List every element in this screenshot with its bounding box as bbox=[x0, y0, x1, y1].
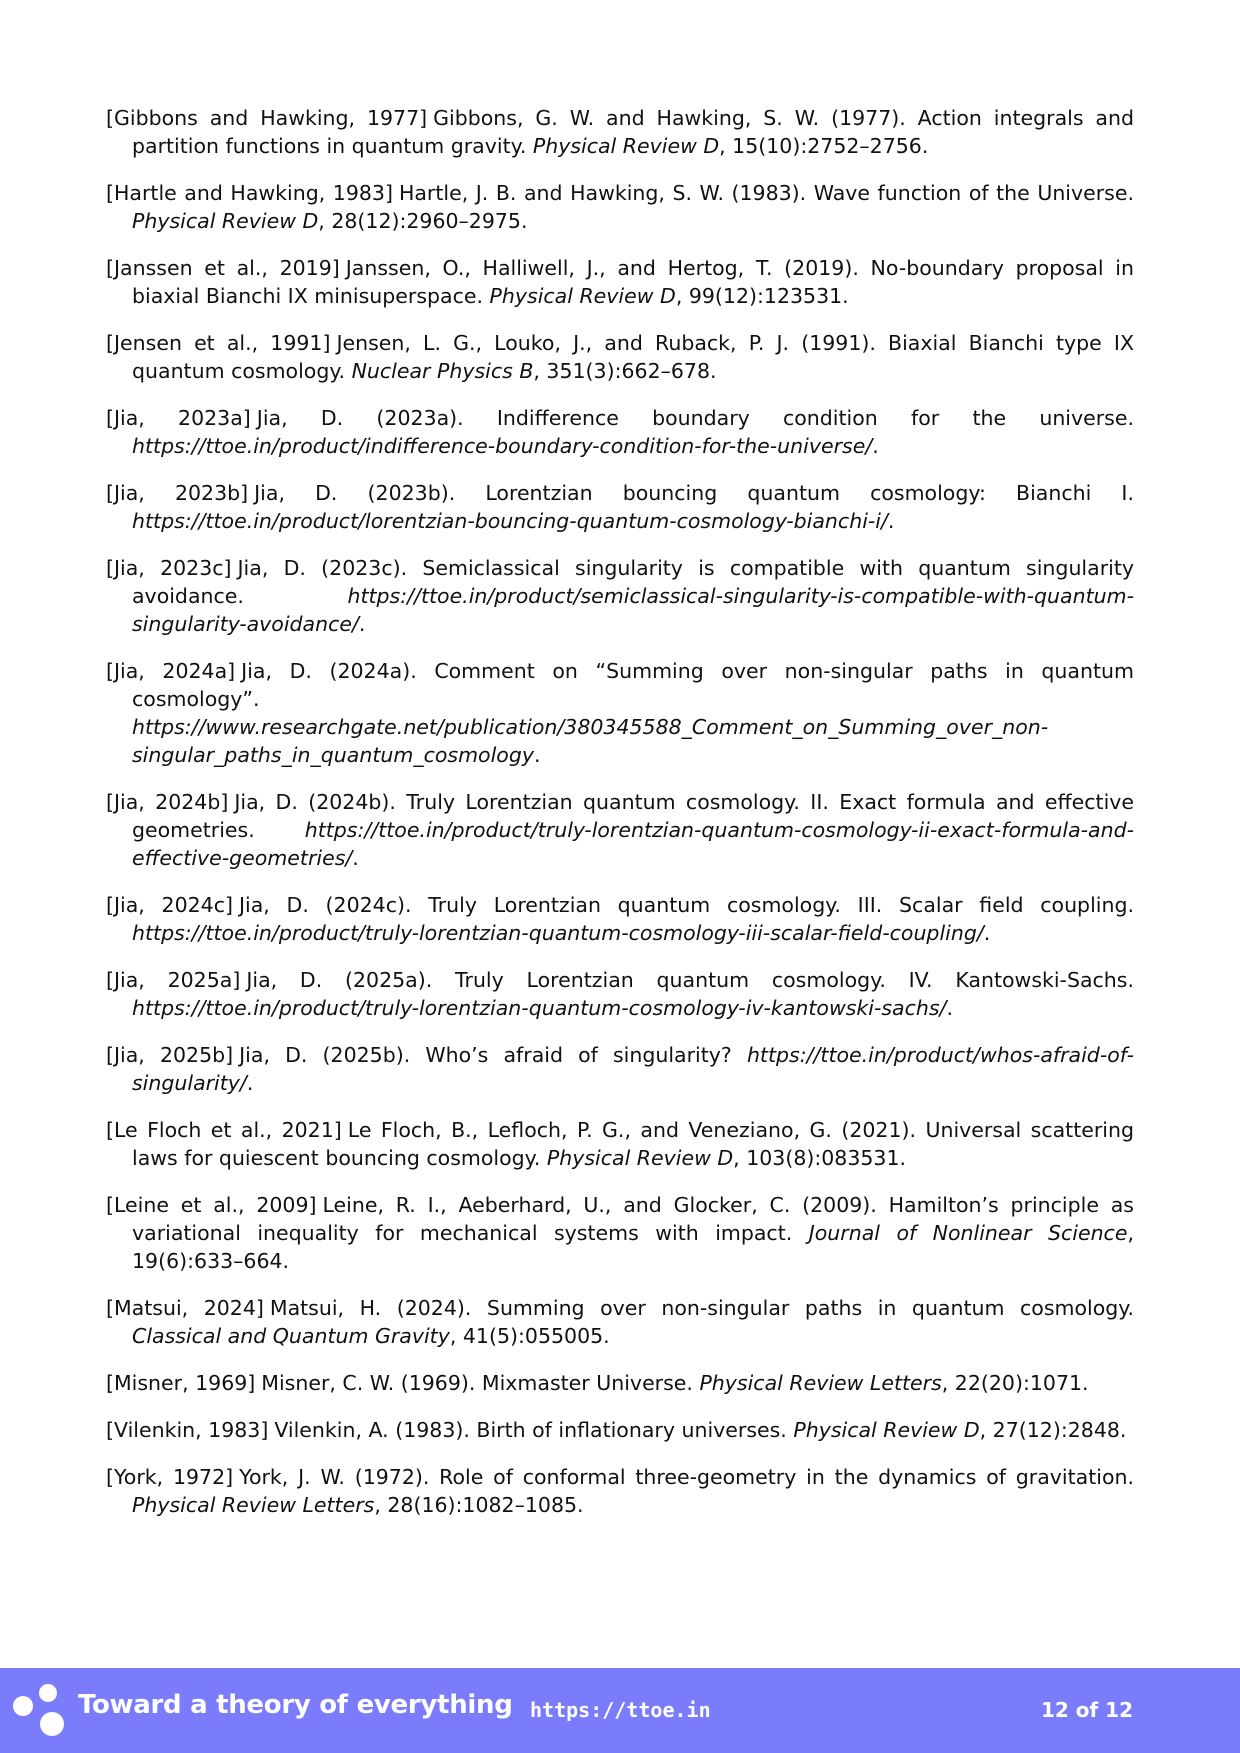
reference-item bbox=[106, 1191, 1134, 1275]
reference-item bbox=[106, 1116, 1134, 1172]
reference-details: , 103(8):083531. bbox=[733, 1146, 907, 1170]
reference-details: . bbox=[352, 846, 359, 870]
reference-details: . bbox=[533, 743, 541, 767]
reference-text: Matsui, H. (2024). Summing over non-singular paths in quantum cosmology. bbox=[269, 1296, 1135, 1320]
reference-text: Jensen, L. G., Louko, J., and Ruback, P. J. (1991). Biaxial Bianchi type IX quantum cosmology. bbox=[132, 331, 1134, 383]
reference-details: , 41(5):055005. bbox=[449, 1324, 610, 1348]
reference-details: , 99(12):123531. bbox=[675, 284, 849, 308]
reference-key: [Jia, 2023b] bbox=[106, 481, 249, 505]
reference-key: [Vilenkin, 1983] bbox=[106, 1418, 269, 1442]
reference-item bbox=[106, 891, 1134, 947]
reference-text: Jia, D. (2024b). Truly Lorentzian quantum cosmology. II. Exact formula and effective geometries. bbox=[132, 790, 1135, 842]
reference-details: , 15(10):2752–2756. bbox=[719, 134, 929, 158]
reference-venue: Physical Review Letters bbox=[132, 1493, 375, 1517]
reference-key: [Jia, 2024b] bbox=[106, 790, 229, 814]
reference-link[interactable]: https://ttoe.in/product/semiclassical-singularity-is-compatible-with-quantum-singularity-avoidance/ bbox=[132, 584, 1134, 636]
reference-venue: Physical Review D bbox=[546, 1146, 734, 1170]
reference-details: , 19(6):633–664. bbox=[132, 1221, 1134, 1273]
reference-key: [Matsui, 2024] bbox=[106, 1296, 264, 1320]
reference-link[interactable]: https://ttoe.in/product/indifference-boundary-condition-for-the-universe/ bbox=[132, 434, 873, 458]
reference-item bbox=[106, 788, 1134, 872]
reference-details: . bbox=[358, 612, 366, 636]
reference-text: Jia, D. (2025b). Who’s afraid of singularity? bbox=[239, 1043, 747, 1067]
reference-item bbox=[106, 1463, 1134, 1519]
reference-link[interactable]: https://ttoe.in/product/truly-lorentzian-quantum-cosmology-iv-kantowski-sachs/ bbox=[132, 996, 947, 1020]
reference-text: Vilenkin, A. (1983). Birth of inflationary universes. bbox=[274, 1418, 794, 1442]
reference-details: . bbox=[983, 921, 991, 945]
reference-key: [Gibbons and Hawking, 1977] bbox=[106, 106, 428, 130]
reference-text: Jia, D. (2023c). Semiclassical singularity is compatible with quantum singularity avoidance. bbox=[132, 556, 1134, 608]
reference-item bbox=[106, 479, 1134, 535]
reference-text: Gibbons, G. W. and Hawking, S. W. (1977). Action integrals and partition functions in quantum gravity. bbox=[132, 106, 1135, 158]
brand-title: Toward a theory of everything bbox=[78, 1690, 513, 1720]
reference-text: Jia, D. (2024c). Truly Lorentzian quantum cosmology. III. Scalar field coupling. bbox=[238, 893, 1134, 917]
reference-details: , 28(16):1082–1085. bbox=[374, 1493, 584, 1517]
reference-key: [Jia, 2023c] bbox=[106, 556, 232, 580]
reference-venue: Physical Review Letters bbox=[699, 1371, 942, 1395]
reference-venue: Physical Review D bbox=[132, 209, 319, 233]
reference-item bbox=[106, 1369, 1134, 1397]
reference-key: [Janssen et al., 2019] bbox=[106, 256, 340, 280]
reference-text: Hartle, J. B. and Hawking, S. W. (1983). Wave function of the Universe. bbox=[398, 181, 1134, 205]
reference-item bbox=[106, 657, 1134, 769]
reference-venue: Physical Review D bbox=[489, 284, 676, 308]
reference-item bbox=[106, 329, 1134, 385]
reference-key: [Jia, 2023a] bbox=[106, 406, 251, 430]
reference-item bbox=[106, 1416, 1134, 1444]
reference-text: Jia, D. (2024a). Comment on “Summing over non-singular paths in quantum cosmology”. bbox=[132, 659, 1134, 711]
reference-details: . bbox=[946, 996, 953, 1020]
reference-details: . bbox=[872, 434, 879, 458]
reference-key: [Jia, 2025a] bbox=[106, 968, 241, 992]
reference-key: [Le Floch et al., 2021] bbox=[106, 1118, 342, 1142]
reference-text: York, J. W. (1972). Role of conformal three-geometry in the dynamics of gravitation. bbox=[239, 1465, 1134, 1489]
reference-venue: Nuclear Physics B bbox=[351, 359, 534, 383]
reference-link[interactable]: https://ttoe.in/product/lorentzian-bouncing-quantum-cosmology-bianchi-i/ bbox=[132, 509, 888, 533]
reference-key: [York, 1972] bbox=[106, 1465, 234, 1489]
footer-bar bbox=[0, 1668, 1240, 1753]
reference-key: [Jia, 2025b] bbox=[106, 1043, 234, 1067]
reference-item bbox=[106, 1294, 1134, 1350]
reference-link[interactable]: https://www.researchgate.net/publication/380345588_Comment_on_Summing_over_non-singular_paths_in_quantum_cosmology bbox=[132, 715, 1049, 767]
reference-details: , 27(12):2848. bbox=[979, 1418, 1127, 1442]
reference-venue: Classical and Quantum Gravity bbox=[132, 1324, 450, 1348]
reference-text: Janssen, O., Halliwell, J., and Hertog, T. (2019). No-boundary proposal in biaxial Bianchi IX minisuperspace. bbox=[132, 256, 1134, 308]
reference-link[interactable]: https://ttoe.in/product/truly-lorentzian-quantum-cosmology-iii-scalar-field-coupling/ bbox=[132, 921, 984, 945]
reference-item bbox=[106, 966, 1134, 1022]
reference-key: [Jia, 2024c] bbox=[106, 893, 233, 917]
reference-text: Jia, D. (2023a). Indifference boundary condition for the universe. bbox=[256, 406, 1134, 430]
reference-details: , 351(3):662–678. bbox=[533, 359, 717, 383]
reference-key: [Misner, 1969] bbox=[106, 1371, 256, 1395]
reference-item bbox=[106, 404, 1134, 460]
reference-link[interactable]: https://ttoe.in/product/truly-lorentzian-quantum-cosmology-ii-exact-formula-and-effective-geometries/ bbox=[132, 818, 1134, 870]
reference-details: , 22(20):1071. bbox=[941, 1371, 1089, 1395]
reference-list bbox=[106, 104, 1134, 1538]
reference-key: [Jensen et al., 1991] bbox=[106, 331, 331, 355]
reference-venue: Physical Review D bbox=[793, 1418, 980, 1442]
reference-text: Jia, D. (2025a). Truly Lorentzian quantum cosmology. IV. Kantowski-Sachs. bbox=[246, 968, 1134, 992]
site-url-link[interactable]: https://ttoe.in bbox=[530, 1698, 711, 1722]
reference-item bbox=[106, 1041, 1134, 1097]
reference-item bbox=[106, 554, 1134, 638]
reference-item bbox=[106, 254, 1134, 310]
reference-text: Leine, R. I., Aeberhard, U., and Glocker, C. (2009). Hamilton’s principle as variational inequality for mechanical systems with impact. bbox=[132, 1193, 1134, 1245]
reference-text: Misner, C. W. (1969). Mixmaster Universe. bbox=[261, 1371, 700, 1395]
reference-item bbox=[106, 179, 1134, 235]
page-indicator: 12 of 12 bbox=[1040, 1698, 1133, 1722]
reference-venue: Physical Review D bbox=[532, 134, 720, 158]
reference-text: Le Floch, B., Lefloch, P. G., and Veneziano, G. (2021). Universal scattering laws for quiescent bouncing cosmology. bbox=[132, 1118, 1134, 1170]
reference-text: Jia, D. (2023b). Lorentzian bouncing quantum cosmology: Bianchi I. bbox=[254, 481, 1134, 505]
reference-key: [Hartle and Hawking, 1983] bbox=[106, 181, 393, 205]
reference-details: , 28(12):2960–2975. bbox=[318, 209, 528, 233]
reference-link[interactable]: https://ttoe.in/product/whos-afraid-of-singularity/ bbox=[132, 1043, 1135, 1095]
reference-details: . bbox=[246, 1071, 254, 1095]
reference-key: [Leine et al., 2009] bbox=[106, 1193, 317, 1217]
three-dots-logo-icon bbox=[10, 1682, 70, 1738]
reference-details: . bbox=[887, 509, 895, 533]
reference-key: [Jia, 2024a] bbox=[106, 659, 236, 683]
reference-item bbox=[106, 104, 1134, 160]
reference-venue: Journal of Nonlinear Science bbox=[808, 1221, 1128, 1245]
